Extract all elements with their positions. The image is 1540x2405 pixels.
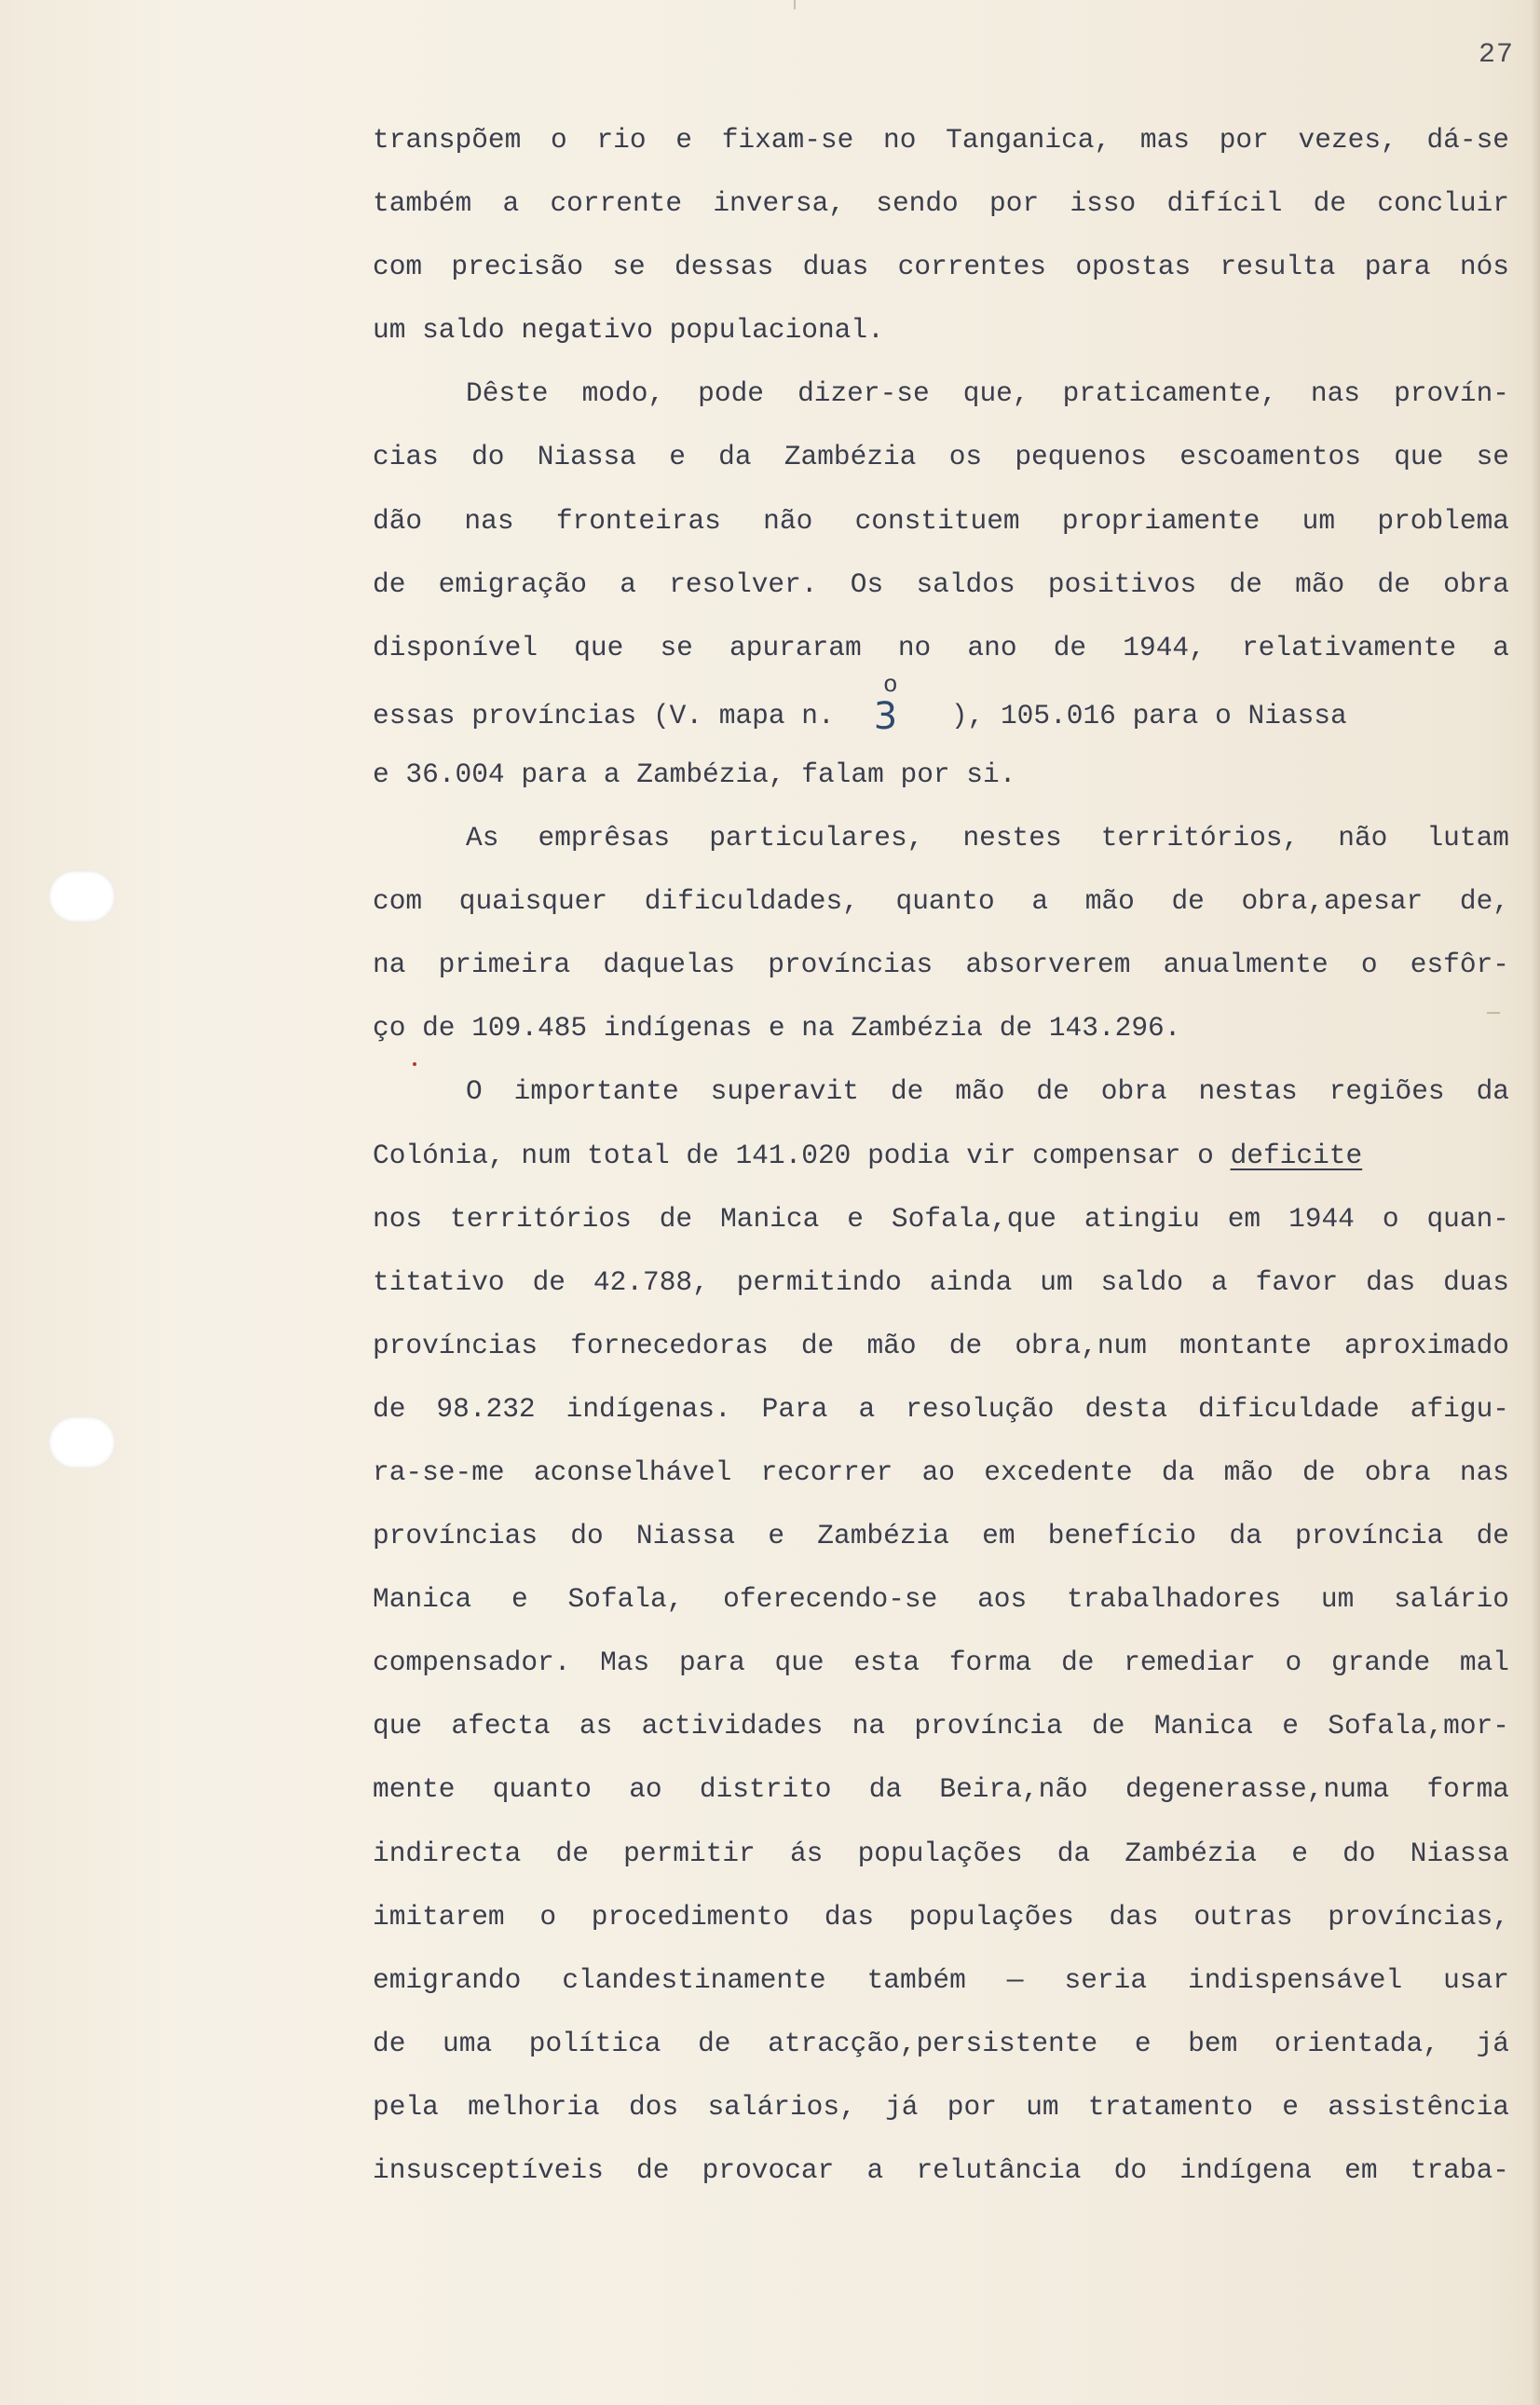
text-line: insusceptíveis de provocar a relutância do indígena em traba-	[373, 2154, 1509, 2186]
text-line: com precisão se dessas duas correntes opostas resulta para nós	[373, 251, 1509, 283]
paper-speck	[794, 0, 796, 9]
text-line: cias do Niassa e da Zambézia os pequenos escoamentos que se	[373, 441, 1509, 473]
text-line: na primeira daquelas províncias absorverem anualmente o esfôr-	[373, 949, 1509, 981]
text-line: Manica e Sofala, oferecendo-se aos trabalhadores um salário	[373, 1583, 1509, 1616]
text-line: de uma política de atracção,persistente e bem orientada, já	[373, 2027, 1509, 2059]
text-line: um saldo negativo populacional.	[373, 314, 884, 347]
text-line-deficite	[373, 1138, 1509, 1201]
text-line: pela melhoria dos salários, já por um tratamento e assistência	[373, 2090, 1509, 2123]
map-reference-prefix: essas províncias (V. mapa n.	[373, 699, 835, 731]
handwritten-map-number: 3	[873, 694, 898, 738]
text-line: ço de 109.485 indígenas e na Zambézia de 143.296.	[373, 1012, 1181, 1045]
numero-superscript: o	[883, 670, 898, 699]
deficite-line-text: Colónia, num total de 141.020 podia vir compensar o	[373, 1139, 1231, 1171]
text-line: disponível que se apuraram no ano de 1944, relativamente a	[373, 631, 1509, 663]
page-number: 27	[1478, 39, 1514, 71]
text-line: titativo de 42.788, permitindo ainda um saldo a favor das duas	[373, 1265, 1509, 1298]
text-line: de 98.232 indígenas. Para a resolução desta dificuldade afigu-	[373, 1392, 1509, 1425]
paragraph-start-line: Dêste modo, pode dizer-se que, praticamente, nas provín-	[466, 377, 1509, 410]
paragraph-start-line: O importante superavit de mão de obra nestas regiões da	[466, 1075, 1509, 1108]
text-line: de emigração a resolver. Os saldos positivos de mão de obra	[373, 567, 1509, 600]
text-line: mente quanto ao distrito da Beira,não degenerasse,numa forma	[373, 1773, 1509, 1806]
text-line: emigrando clandestinamente também — seria indispensável usar	[373, 1963, 1509, 1996]
text-line: compensador. Mas para que esta forma de remediar o grande mal	[373, 1647, 1509, 1679]
text-line: indirecta de permitir ás populações da Zambézia e do Niassa	[373, 1837, 1509, 1869]
text-line: nos territórios de Manica e Sofala,que atingiu em 1944 o quan-	[373, 1202, 1509, 1235]
underlined-word-deficite: deficite	[1230, 1139, 1363, 1171]
text-line: imitarem o procedimento das populações das outras províncias,	[373, 1900, 1509, 1933]
map-reference-suffix: ), 105.016 para o Niassa	[934, 699, 1347, 731]
page-edge-shadow	[1531, 0, 1540, 2405]
text-line: transpõem o rio e fixam-se no Tanganica, mas por vezes, dá-se	[373, 124, 1509, 156]
text-line: províncias do Niassa e Zambézia em benefício da província de	[373, 1520, 1509, 1552]
text-line: que afecta as actividades na província de Manica e Sofala,mor-	[373, 1710, 1509, 1742]
text-line: ra-se-me aconselhável recorrer ao excedente da mão de obra nas	[373, 1455, 1509, 1488]
punch-hole-top	[48, 870, 116, 922]
paragraph-start-line: As emprêsas particulares, nestes territórios, não lutam	[466, 822, 1509, 854]
text-line-map-reference	[373, 670, 1509, 757]
text-line: províncias fornecedoras de mão de obra,num montante aproximado	[373, 1329, 1509, 1361]
text-line: e 36.004 para a Zambézia, falam por si.	[373, 758, 1016, 790]
text-line: dão nas fronteiras não constituem propriamente um problema	[373, 504, 1509, 537]
punch-hole-bottom	[48, 1416, 116, 1469]
typed-text-body	[373, 122, 1509, 2216]
text-line: também a corrente inversa, sendo por isso difícil de concluir	[373, 187, 1509, 220]
text-line: com quaisquer dificuldades, quanto a mão de obra,apesar de,	[373, 885, 1509, 918]
